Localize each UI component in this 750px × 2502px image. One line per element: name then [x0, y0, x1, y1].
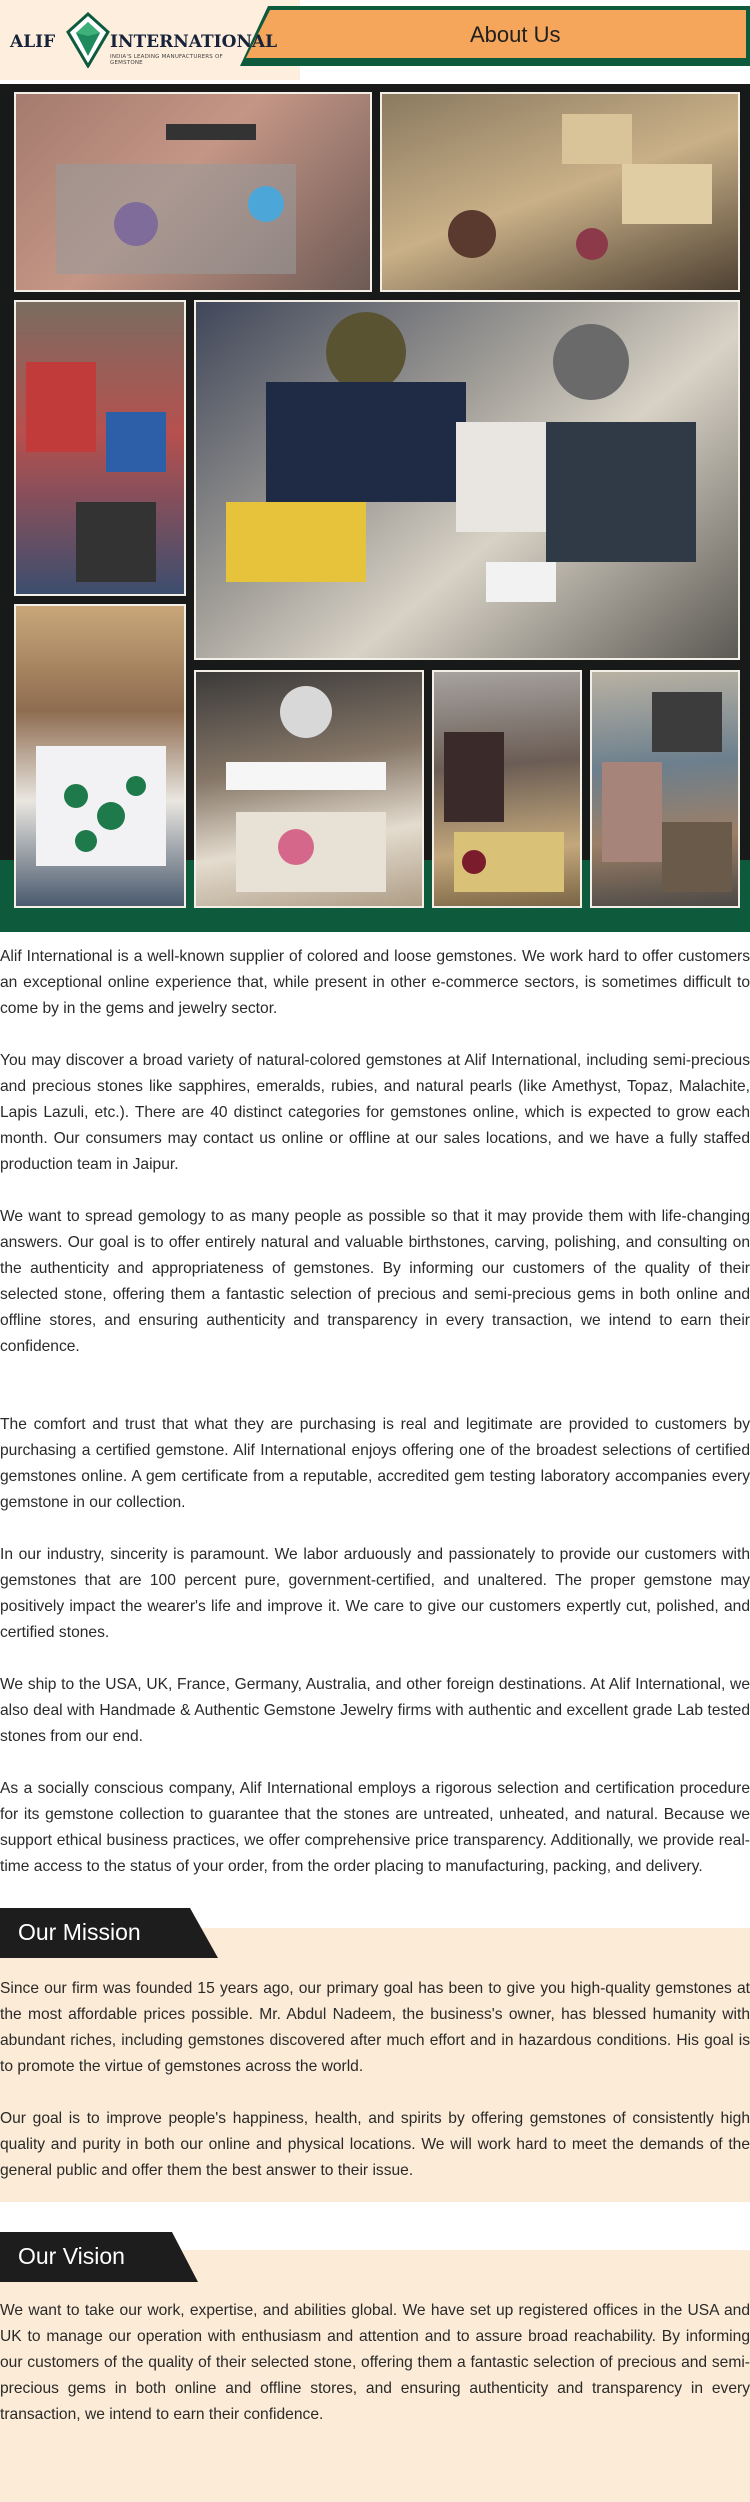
- mission-heading-text: Our Mission: [18, 1919, 141, 1945]
- intro-paragraph-7: As a socially conscious company, Alif International employs a rigorous selection and certification procedure for its gemstone collection to guarantee that the stones are untreated, unheated, and natural. Because we support ethical business practices, we offer comprehensive price transparency. Additionally, we provide real-time access to the status of your order, from the order placing to manufacturing, packing, and delivery.: [0, 1780, 750, 1875]
- intro-paragraph-1: Alif International is a well-known supplier of colored and loose gemstones. We work hard to offer customers an exceptional online experience that, while present in other e-commerce sectors, is sometimes difficult to come by in the gems and jewelry sector.: [0, 948, 750, 1017]
- intro-paragraph-5: In our industry, sincerity is paramount. We labor arduously and passionately to provide our customers with gemstones that are 100 percent pure, government-certified, and unaltered. The proper gemstone may positively impact the wearer's life and improve it. We care to give our customers expertly cut, polished, and certified stones.: [0, 1546, 750, 1641]
- photo-gem-inspection: [194, 670, 424, 908]
- logo-tagline: INDIA'S LEADING MANUFACTURERS OF GEMSTONE: [110, 54, 223, 66]
- photo-gem-cutting: [194, 300, 740, 660]
- intro-paragraph-3: We want to spread gemology to as many people as possible so that it may provide them with life-changing answers. Our goal is to offer entirely natural and valuable birthstones, carving, polishing, and consulting on the authenticity and appropriateness of gemstones. By informing our customers of the quality of their selected stone, offering them a fantastic selection of precious and semi-precious gems in both online and offline stores, and ensuring authenticity and transparency in every transaction, we intend to earn their confidence.: [0, 1208, 750, 1355]
- page-title: About Us: [470, 22, 561, 47]
- intro-paragraph-2: You may discover a broad variety of natural-colored gemstones at Alif International, including semi-precious and precious stones like sapphires, emeralds, rubies, and natural pearls (like Amethyst, Topaz, Malachite, Lapis Lazuli, etc.). There are 40 distinct categories for gemstones online, which is expected to grow each month. Our consumers may contact us online or offline at our sales locations, and we have a fully staffed production team in Jaipur.: [0, 1052, 750, 1173]
- vision-heading-text: Our Vision: [18, 2243, 125, 2269]
- vision-paragraph-1: We want to take our work, expertise, and abilities global. We have set up registered offices in the USA and UK to manage our operation with enthusiasm and attention and to assure broad reachability. By informing our customers of the quality of their selected stone, offering them a fantastic selection of precious and semi-precious gems in both online and offline stores, and ensuring authenticity and transparency in every transaction, we intend to earn their confidence.: [0, 2302, 750, 2423]
- photo-polishing: [432, 670, 582, 908]
- logo-text-alif: ALIF: [10, 32, 56, 52]
- photo-gem-sorting: [14, 92, 372, 292]
- vision-heading: [0, 2232, 200, 2282]
- logo-text-international: INTERNATIONAL: [110, 32, 278, 52]
- photo-artisan-packing: [14, 300, 186, 596]
- workshop-photo-collage: [0, 84, 750, 932]
- intro-paragraph-6: We ship to the USA, UK, France, Germany, Australia, and other foreign destinations. At Alif International, we also deal with Handmade & Authentic Gemstone Jewelry firms with authentic and excellent grade Lab tested stones from our end.: [0, 1676, 750, 1745]
- intro-paragraph-4: The comfort and trust that what they are purchasing is real and legitimate are provided to customers by purchasing a certified gemstone. Alif International enjoys offering one of the broadest selections of certified gemstones online. A gem certificate from a reputable, accredited gem testing laboratory accompanies every gemstone in our collection.: [0, 1416, 750, 1511]
- mission-heading: [0, 1908, 220, 1958]
- site-header: [0, 0, 750, 88]
- gem-logo-icon: [66, 12, 110, 68]
- photo-emerald-sorting: [14, 604, 186, 908]
- site-logo[interactable]: [6, 10, 278, 72]
- mission-paragraph-1: Since our firm was founded 15 years ago, our primary goal has been to give you high-quality gemstones at the most affordable prices possible. Mr. Abdul Nadeem, the business's owner, has blessed humanity with abundant riches, including gemstones discovered after much effort and in hazardous conditions. His goal is to promote the virtue of gemstones across the world.: [0, 1980, 750, 2075]
- photo-jewelry-making: [590, 670, 740, 908]
- photo-workshop-table: [380, 92, 740, 292]
- mission-paragraph-2: Our goal is to improve people's happiness, health, and spirits by offering gemstones of consistently high quality and purity in both our online and physical locations. We will work hard to meet the demands of the general public and offer them the best answer to their issue.: [0, 2110, 750, 2179]
